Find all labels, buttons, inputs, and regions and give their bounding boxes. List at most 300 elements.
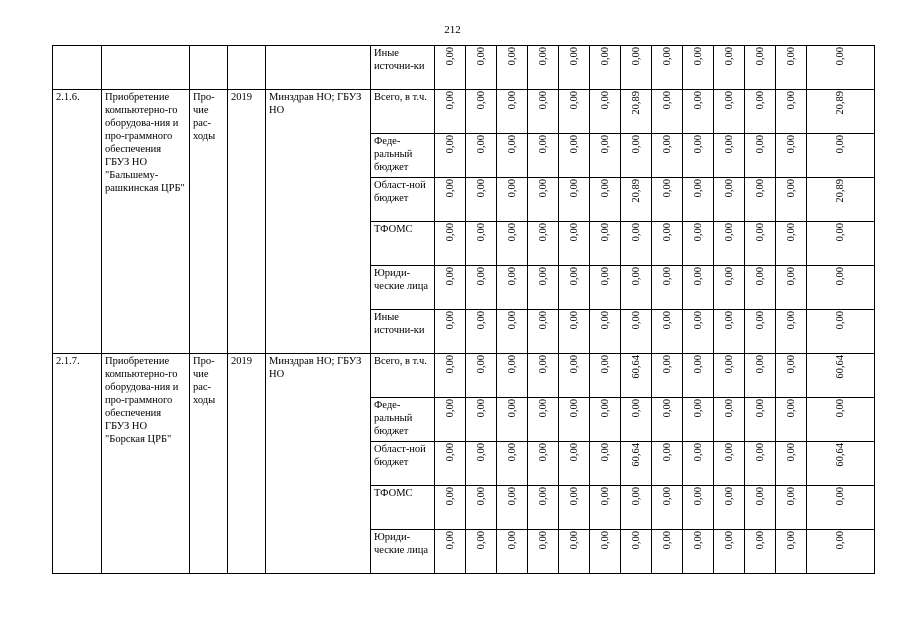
value-text: 0,00 bbox=[599, 399, 611, 418]
value-text: 0,00 bbox=[568, 487, 580, 506]
value-text: 0,00 bbox=[444, 487, 456, 506]
value-cell bbox=[466, 486, 497, 530]
value-text: 0,00 bbox=[568, 355, 580, 374]
budget-table bbox=[52, 45, 875, 574]
value-cell bbox=[466, 46, 497, 90]
value-text: 0,00 bbox=[661, 531, 673, 550]
value-text: 0,00 bbox=[754, 179, 766, 198]
value-cell bbox=[435, 354, 466, 398]
value-text: 0,00 bbox=[630, 47, 642, 66]
value-text: 0,00 bbox=[506, 443, 518, 462]
value-cell bbox=[435, 134, 466, 178]
value-text: 0,00 bbox=[444, 355, 456, 374]
value-cell bbox=[435, 442, 466, 486]
value-text: 0,00 bbox=[444, 91, 456, 110]
value-text: 0,00 bbox=[599, 531, 611, 550]
value-text: 0,00 bbox=[568, 223, 580, 242]
value-cell-total bbox=[807, 266, 875, 310]
value-text: 0,00 bbox=[754, 135, 766, 154]
value-text: 0,00 bbox=[506, 311, 518, 330]
value-text: 0,00 bbox=[599, 443, 611, 462]
value-text: 0,00 bbox=[835, 399, 846, 418]
value-text: 0,00 bbox=[723, 179, 735, 198]
value-text: 0,00 bbox=[835, 487, 846, 506]
value-cell bbox=[652, 442, 683, 486]
value-cell bbox=[714, 46, 745, 90]
value-cell bbox=[466, 310, 497, 354]
value-text: 0,00 bbox=[506, 179, 518, 198]
funding-source-label: Всего, в т.ч. bbox=[371, 354, 435, 398]
funding-source-label: Юриди-ческие лица bbox=[371, 266, 435, 310]
value-text: 0,00 bbox=[785, 179, 797, 198]
value-text: 0,00 bbox=[506, 487, 518, 506]
value-cell-total bbox=[807, 398, 875, 442]
value-cell bbox=[683, 90, 714, 134]
value-text: 0,00 bbox=[475, 487, 487, 506]
value-cell-total bbox=[807, 134, 875, 178]
empty-cell bbox=[102, 46, 190, 90]
item-executor: Минздрав НО; ГБУЗ НО bbox=[266, 354, 371, 574]
value-cell bbox=[466, 90, 497, 134]
value-cell bbox=[528, 266, 559, 310]
value-cell bbox=[745, 178, 776, 222]
value-cell bbox=[714, 134, 745, 178]
value-cell bbox=[776, 530, 807, 574]
value-text: 0,00 bbox=[754, 399, 766, 418]
value-text: 0,00 bbox=[723, 47, 735, 66]
value-cell bbox=[714, 486, 745, 530]
value-cell bbox=[776, 90, 807, 134]
value-text: 60,64 bbox=[630, 443, 642, 467]
value-text: 0,00 bbox=[754, 443, 766, 462]
value-cell bbox=[745, 310, 776, 354]
value-cell bbox=[466, 530, 497, 574]
value-text: 60,64 bbox=[835, 443, 846, 467]
value-text: 0,00 bbox=[630, 531, 642, 550]
value-text: 0,00 bbox=[599, 91, 611, 110]
value-cell bbox=[497, 442, 528, 486]
value-text: 0,00 bbox=[661, 267, 673, 286]
value-cell bbox=[745, 530, 776, 574]
value-text: 0,00 bbox=[692, 487, 704, 506]
value-text: 0,00 bbox=[692, 223, 704, 242]
value-text: 0,00 bbox=[785, 223, 797, 242]
value-text: 0,00 bbox=[568, 179, 580, 198]
value-text: 0,00 bbox=[692, 355, 704, 374]
value-text: 0,00 bbox=[785, 135, 797, 154]
value-cell bbox=[435, 46, 466, 90]
item-year: 2019 bbox=[228, 354, 266, 574]
value-text: 0,00 bbox=[630, 223, 642, 242]
value-text: 0,00 bbox=[630, 267, 642, 286]
value-cell bbox=[528, 46, 559, 90]
value-text: 0,00 bbox=[630, 135, 642, 154]
value-text: 0,00 bbox=[444, 135, 456, 154]
value-text: 0,00 bbox=[692, 91, 704, 110]
value-text: 0,00 bbox=[785, 399, 797, 418]
value-cell bbox=[621, 530, 652, 574]
value-cell bbox=[590, 442, 621, 486]
funding-source-label: Юриди-ческие лица bbox=[371, 530, 435, 574]
value-text: 0,00 bbox=[785, 267, 797, 286]
value-text: 0,00 bbox=[754, 311, 766, 330]
value-cell bbox=[652, 530, 683, 574]
value-text: 0,00 bbox=[723, 531, 735, 550]
value-text: 0,00 bbox=[785, 91, 797, 110]
value-cell bbox=[435, 178, 466, 222]
value-cell bbox=[590, 46, 621, 90]
value-text: 0,00 bbox=[568, 91, 580, 110]
value-cell bbox=[683, 530, 714, 574]
value-cell bbox=[621, 46, 652, 90]
value-cell bbox=[466, 442, 497, 486]
value-cell bbox=[497, 530, 528, 574]
value-cell bbox=[683, 486, 714, 530]
value-cell bbox=[559, 486, 590, 530]
value-text: 0,00 bbox=[754, 91, 766, 110]
value-text: 0,00 bbox=[661, 487, 673, 506]
value-cell bbox=[714, 442, 745, 486]
value-cell bbox=[435, 266, 466, 310]
value-cell bbox=[466, 134, 497, 178]
value-text: 0,00 bbox=[754, 47, 766, 66]
value-text: 0,00 bbox=[785, 311, 797, 330]
value-cell bbox=[776, 266, 807, 310]
value-cell bbox=[652, 486, 683, 530]
value-cell bbox=[745, 222, 776, 266]
funding-source-label: Област-ной бюджет bbox=[371, 178, 435, 222]
value-text: 0,00 bbox=[835, 135, 846, 154]
value-cell bbox=[559, 46, 590, 90]
value-text: 0,00 bbox=[475, 267, 487, 286]
value-cell bbox=[590, 222, 621, 266]
value-text: 0,00 bbox=[599, 267, 611, 286]
value-cell bbox=[559, 134, 590, 178]
value-cell bbox=[745, 398, 776, 442]
value-cell bbox=[559, 178, 590, 222]
item-number: 2.1.7. bbox=[53, 354, 102, 574]
value-text: 0,00 bbox=[785, 487, 797, 506]
value-cell bbox=[466, 398, 497, 442]
value-cell bbox=[528, 178, 559, 222]
value-text: 0,00 bbox=[599, 47, 611, 66]
value-cell bbox=[559, 530, 590, 574]
value-cell bbox=[683, 398, 714, 442]
value-cell-total bbox=[807, 46, 875, 90]
value-text: 0,00 bbox=[444, 399, 456, 418]
value-cell bbox=[776, 178, 807, 222]
value-text: 0,00 bbox=[444, 531, 456, 550]
value-cell bbox=[745, 266, 776, 310]
value-text: 0,00 bbox=[723, 267, 735, 286]
value-cell bbox=[652, 178, 683, 222]
value-cell bbox=[621, 178, 652, 222]
value-cell bbox=[745, 442, 776, 486]
value-text: 0,00 bbox=[475, 223, 487, 242]
value-text: 0,00 bbox=[754, 355, 766, 374]
value-text: 0,00 bbox=[785, 47, 797, 66]
value-text: 0,00 bbox=[475, 443, 487, 462]
value-text: 0,00 bbox=[475, 135, 487, 154]
value-text: 0,00 bbox=[692, 179, 704, 198]
value-cell bbox=[435, 530, 466, 574]
value-text: 0,00 bbox=[537, 223, 549, 242]
value-text: 0,00 bbox=[754, 531, 766, 550]
page-number: 212 bbox=[444, 24, 461, 36]
value-cell bbox=[466, 354, 497, 398]
value-text: 20,89 bbox=[835, 91, 846, 115]
funding-source-label: Феде-ральный бюджет bbox=[371, 398, 435, 442]
value-cell bbox=[714, 354, 745, 398]
value-text: 0,00 bbox=[661, 223, 673, 242]
value-cell bbox=[683, 134, 714, 178]
value-text: 0,00 bbox=[537, 399, 549, 418]
value-cell bbox=[776, 134, 807, 178]
value-text: 0,00 bbox=[568, 47, 580, 66]
value-cell bbox=[714, 266, 745, 310]
value-text: 0,00 bbox=[537, 135, 549, 154]
value-cell-total bbox=[807, 310, 875, 354]
value-text: 0,00 bbox=[537, 487, 549, 506]
empty-cell bbox=[266, 46, 371, 90]
value-cell bbox=[621, 442, 652, 486]
value-cell bbox=[683, 310, 714, 354]
value-text: 0,00 bbox=[537, 311, 549, 330]
value-cell-total bbox=[807, 354, 875, 398]
value-text: 0,00 bbox=[599, 311, 611, 330]
item-name: Приобретение компьютерно-го оборудова-ния и про-граммного обеспечения ГБУЗ НО "Борская ЦРБ" bbox=[102, 354, 190, 574]
value-cell bbox=[528, 442, 559, 486]
value-cell bbox=[776, 442, 807, 486]
value-text: 0,00 bbox=[475, 399, 487, 418]
value-cell bbox=[528, 310, 559, 354]
value-text: 0,00 bbox=[506, 47, 518, 66]
value-cell bbox=[497, 90, 528, 134]
value-text: 0,00 bbox=[835, 311, 846, 330]
value-text: 0,00 bbox=[835, 47, 846, 66]
value-cell bbox=[497, 398, 528, 442]
value-text: 0,00 bbox=[723, 487, 735, 506]
value-text: 0,00 bbox=[506, 135, 518, 154]
value-cell bbox=[466, 222, 497, 266]
value-text: 0,00 bbox=[723, 91, 735, 110]
value-text: 0,00 bbox=[444, 443, 456, 462]
value-cell bbox=[497, 310, 528, 354]
value-text: 0,00 bbox=[661, 355, 673, 374]
value-cell bbox=[714, 398, 745, 442]
empty-cell bbox=[228, 46, 266, 90]
value-cell bbox=[590, 178, 621, 222]
value-text: 0,00 bbox=[475, 91, 487, 110]
value-text: 0,00 bbox=[599, 487, 611, 506]
value-cell bbox=[683, 222, 714, 266]
value-cell bbox=[497, 178, 528, 222]
value-text: 0,00 bbox=[475, 531, 487, 550]
value-text: 0,00 bbox=[723, 311, 735, 330]
value-text: 0,00 bbox=[630, 487, 642, 506]
value-cell-total bbox=[807, 178, 875, 222]
value-text: 0,00 bbox=[506, 399, 518, 418]
value-text: 0,00 bbox=[785, 443, 797, 462]
value-cell bbox=[621, 134, 652, 178]
value-cell-total bbox=[807, 222, 875, 266]
value-text: 0,00 bbox=[537, 531, 549, 550]
expense-type: Про-чие рас-ходы bbox=[190, 354, 228, 574]
value-cell bbox=[590, 486, 621, 530]
value-cell bbox=[590, 90, 621, 134]
value-cell-total bbox=[807, 442, 875, 486]
value-cell bbox=[559, 398, 590, 442]
value-text: 0,00 bbox=[599, 223, 611, 242]
value-cell bbox=[528, 354, 559, 398]
funding-source-label: Област-ной бюджет bbox=[371, 442, 435, 486]
value-text: 20,89 bbox=[835, 179, 846, 203]
funding-source-label: Иные источни-ки bbox=[371, 310, 435, 354]
value-cell bbox=[776, 310, 807, 354]
value-cell bbox=[745, 134, 776, 178]
value-cell bbox=[497, 354, 528, 398]
value-cell bbox=[528, 90, 559, 134]
value-cell bbox=[559, 354, 590, 398]
value-cell bbox=[621, 354, 652, 398]
value-text: 60,64 bbox=[835, 355, 846, 379]
value-cell bbox=[776, 354, 807, 398]
value-cell bbox=[590, 134, 621, 178]
value-cell bbox=[559, 266, 590, 310]
value-cell bbox=[559, 442, 590, 486]
expense-type: Про-чие рас-ходы bbox=[190, 90, 228, 354]
value-text: 0,00 bbox=[568, 399, 580, 418]
value-cell bbox=[528, 486, 559, 530]
value-text: 0,00 bbox=[692, 267, 704, 286]
value-cell bbox=[683, 354, 714, 398]
item-year: 2019 bbox=[228, 90, 266, 354]
value-text: 0,00 bbox=[568, 267, 580, 286]
value-cell-total bbox=[807, 486, 875, 530]
value-cell bbox=[497, 134, 528, 178]
value-text: 60,64 bbox=[630, 355, 642, 379]
value-cell bbox=[652, 398, 683, 442]
value-text: 0,00 bbox=[723, 443, 735, 462]
value-cell bbox=[652, 354, 683, 398]
value-cell bbox=[652, 90, 683, 134]
value-text: 0,00 bbox=[661, 311, 673, 330]
value-text: 0,00 bbox=[785, 355, 797, 374]
value-text: 0,00 bbox=[537, 91, 549, 110]
item-name: Приобретение компьютерно-го оборудова-ния и про-граммного обеспечения ГБУЗ НО "Бальшему-рашкинская ЦРБ" bbox=[102, 90, 190, 354]
value-cell bbox=[714, 90, 745, 134]
value-cell bbox=[435, 222, 466, 266]
value-text: 0,00 bbox=[692, 399, 704, 418]
value-text: 0,00 bbox=[754, 223, 766, 242]
value-cell bbox=[559, 90, 590, 134]
value-cell bbox=[683, 266, 714, 310]
value-cell bbox=[776, 398, 807, 442]
value-cell bbox=[652, 46, 683, 90]
value-cell bbox=[714, 178, 745, 222]
table-row bbox=[53, 46, 875, 90]
value-cell bbox=[435, 90, 466, 134]
value-text: 0,00 bbox=[692, 311, 704, 330]
value-cell bbox=[652, 134, 683, 178]
value-cell bbox=[683, 442, 714, 486]
value-text: 0,00 bbox=[506, 223, 518, 242]
value-text: 0,00 bbox=[568, 443, 580, 462]
value-text: 0,00 bbox=[692, 443, 704, 462]
value-text: 0,00 bbox=[475, 311, 487, 330]
value-cell bbox=[714, 530, 745, 574]
value-text: 0,00 bbox=[475, 47, 487, 66]
value-cell bbox=[435, 486, 466, 530]
value-cell bbox=[714, 222, 745, 266]
value-cell bbox=[435, 398, 466, 442]
value-text: 0,00 bbox=[630, 311, 642, 330]
value-cell bbox=[652, 222, 683, 266]
value-text: 20,89 bbox=[630, 91, 642, 115]
value-text: 0,00 bbox=[506, 531, 518, 550]
value-cell bbox=[497, 486, 528, 530]
value-cell bbox=[590, 530, 621, 574]
value-cell bbox=[497, 266, 528, 310]
value-text: 0,00 bbox=[630, 399, 642, 418]
value-text: 0,00 bbox=[661, 443, 673, 462]
value-text: 0,00 bbox=[475, 355, 487, 374]
value-text: 20,89 bbox=[630, 179, 642, 203]
value-text: 0,00 bbox=[568, 531, 580, 550]
value-text: 0,00 bbox=[506, 355, 518, 374]
value-cell bbox=[590, 310, 621, 354]
value-cell bbox=[652, 266, 683, 310]
value-text: 0,00 bbox=[661, 47, 673, 66]
value-text: 0,00 bbox=[785, 531, 797, 550]
value-cell bbox=[590, 398, 621, 442]
value-text: 0,00 bbox=[475, 179, 487, 198]
value-text: 0,00 bbox=[754, 487, 766, 506]
value-cell bbox=[497, 46, 528, 90]
item-executor: Минздрав НО; ГБУЗ НО bbox=[266, 90, 371, 354]
empty-cell bbox=[190, 46, 228, 90]
value-text: 0,00 bbox=[835, 223, 846, 242]
value-cell bbox=[435, 310, 466, 354]
value-cell bbox=[745, 46, 776, 90]
table-row bbox=[53, 354, 875, 398]
value-cell bbox=[745, 90, 776, 134]
value-cell bbox=[776, 46, 807, 90]
value-cell bbox=[528, 530, 559, 574]
value-text: 0,00 bbox=[537, 443, 549, 462]
value-cell bbox=[683, 178, 714, 222]
value-text: 0,00 bbox=[568, 311, 580, 330]
value-text: 0,00 bbox=[835, 531, 846, 550]
value-text: 0,00 bbox=[723, 399, 735, 418]
value-cell bbox=[590, 266, 621, 310]
value-cell-total bbox=[807, 90, 875, 134]
value-text: 0,00 bbox=[692, 135, 704, 154]
value-text: 0,00 bbox=[599, 135, 611, 154]
value-text: 0,00 bbox=[444, 267, 456, 286]
value-text: 0,00 bbox=[537, 179, 549, 198]
value-text: 0,00 bbox=[599, 355, 611, 374]
value-cell bbox=[776, 222, 807, 266]
value-cell bbox=[621, 398, 652, 442]
value-cell-total bbox=[807, 530, 875, 574]
value-cell bbox=[745, 486, 776, 530]
value-text: 0,00 bbox=[692, 531, 704, 550]
value-text: 0,00 bbox=[661, 135, 673, 154]
value-cell bbox=[497, 222, 528, 266]
value-cell bbox=[652, 310, 683, 354]
value-text: 0,00 bbox=[661, 91, 673, 110]
